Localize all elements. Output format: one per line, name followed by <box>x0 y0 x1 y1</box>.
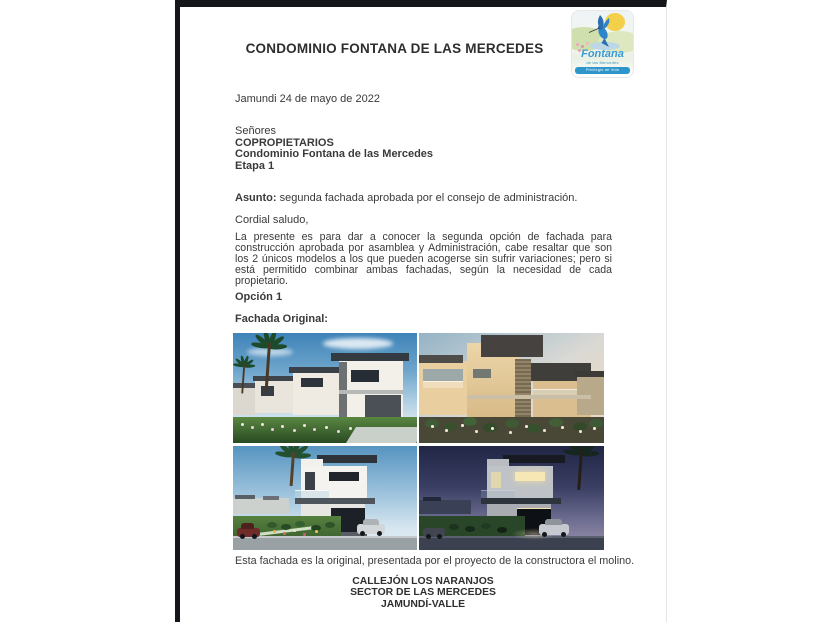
letter-page <box>175 0 667 622</box>
logo-banner-text: Privilegio de Vida <box>575 67 630 74</box>
subject-label: Asunto: <box>235 192 277 204</box>
facade-photo-warm-closeup <box>419 333 604 443</box>
letter-footer <box>180 576 666 610</box>
subject-line <box>235 192 577 204</box>
car-icon <box>539 524 569 535</box>
footer-sector-line: SECTOR DE LAS MERCEDES <box>350 587 496 599</box>
gallery-caption: Esta fachada es la original, presentada por el proyecto de la constructora el molino. <box>235 555 635 567</box>
facade-gallery <box>233 333 604 550</box>
car-icon <box>237 528 260 537</box>
facade-heading: Fachada Original: <box>235 313 328 325</box>
date-line: Jamundi 24 de mayo de 2022 <box>235 93 380 105</box>
recipient-organization: Condominio Fontana de las Mercedes <box>235 148 434 161</box>
logo-brand-text: Fontana <box>581 48 624 60</box>
facade-photo-street-day <box>233 333 417 443</box>
logo-subtitle-text: de las Mercedes <box>586 60 619 65</box>
car-icon <box>357 524 385 534</box>
hummingbird-icon <box>582 12 622 52</box>
subject-text: segunda fachada aprobada por el consejo de administración. <box>279 192 578 204</box>
greeting-line: Cordial saludo, <box>235 214 309 226</box>
body-paragraph: La presente es para dar a conocer la segunda opción de fachada para construcción aprobada por asamblea y Administración, cabe resaltar que son los 2 únicos modelos a los que pueden acogerse sin sufrir variaciones; pero si está permitido combinar ambas fachadas, según la necesidad de cada propietario. <box>235 231 612 287</box>
option-heading: Opción 1 <box>235 291 283 303</box>
recipient-name: COPROPIETARIOS <box>235 136 334 149</box>
recipient-stage: Etapa 1 <box>235 159 275 172</box>
facade-photo-house-day <box>233 446 417 550</box>
car-icon <box>423 528 445 537</box>
recipient-block <box>235 126 433 172</box>
facade-photo-house-dusk <box>419 446 604 550</box>
footer-city-line: JAMUNDÍ-VALLE <box>380 598 466 610</box>
footer-address-line: CALLEJÓN LOS NARANJOS <box>352 576 494 587</box>
document-title: CONDOMINIO FONTANA DE LAS MERCEDES <box>245 41 544 56</box>
recipient-salutation: Señores <box>235 125 276 137</box>
fontana-logo <box>572 11 633 77</box>
